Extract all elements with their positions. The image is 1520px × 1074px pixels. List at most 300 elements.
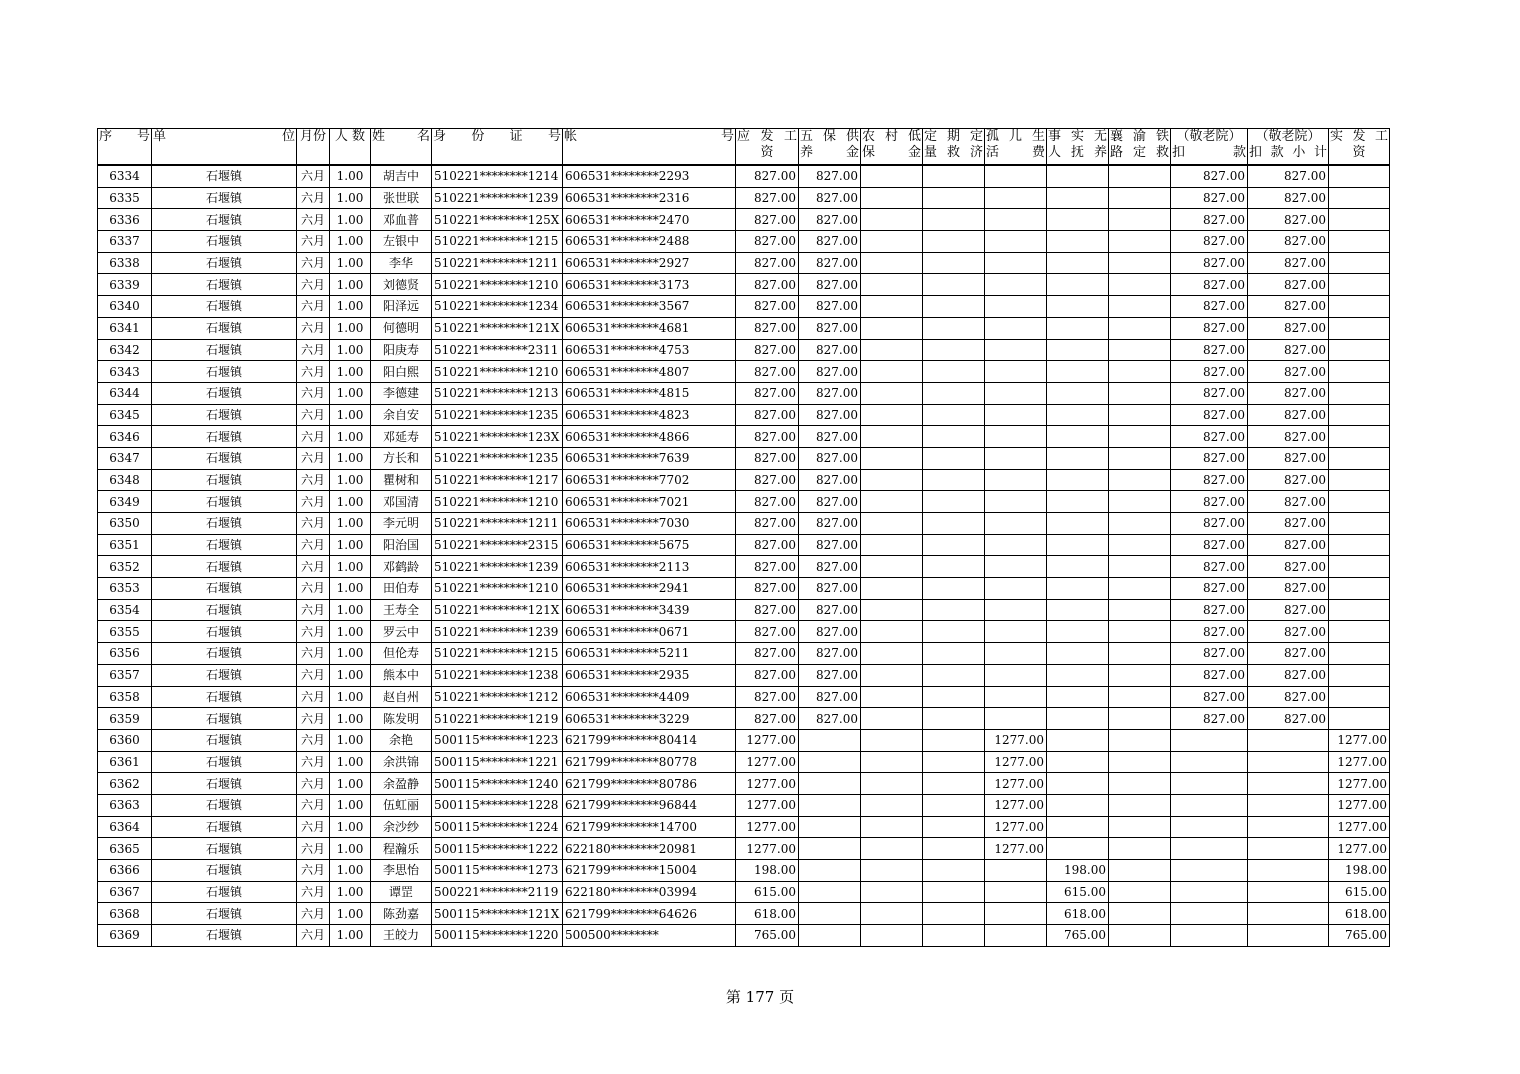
cell-unit: 石堰镇 [152,209,297,231]
cell-deduct-sub [1248,860,1329,882]
cell-id: 510221********1235 [432,404,563,426]
cell-orphan: 1277.00 [985,773,1047,795]
cell-railway [1109,382,1171,404]
cell-fixed [923,165,985,187]
cell-wubao: 827.00 [799,382,861,404]
cell-orphan [985,599,1047,621]
cell-deduct-sub: 827.00 [1248,491,1329,513]
cell-deduct: 827.00 [1171,664,1248,686]
table-body [98,165,1390,946]
cell-name: 邓延寿 [371,426,432,448]
cell-wubao [799,729,861,751]
cell-rural [861,816,923,838]
cell-people: 1.00 [330,599,371,621]
cell-id: 500115********1224 [432,816,563,838]
cell-name: 伍虹丽 [371,794,432,816]
cell-payable: 1277.00 [736,838,799,860]
cell-month: 六月 [297,664,330,686]
cell-rural [861,729,923,751]
cell-payable: 827.00 [736,708,799,730]
cell-people: 1.00 [330,751,371,773]
cell-railway [1109,426,1171,448]
cell-month: 六月 [297,339,330,361]
cell-id: 510221********1210 [432,361,563,383]
cell-name: 邓鹤龄 [371,556,432,578]
cell-wubao: 827.00 [799,252,861,274]
cell-actual [1329,382,1390,404]
cell-railway [1109,816,1171,838]
cell-account: 606531********5211 [563,643,736,665]
cell-name: 左银中 [371,231,432,253]
cell-rural [861,361,923,383]
cell-id: 510221********1217 [432,469,563,491]
payroll-table [97,128,1390,947]
header-row [98,129,1390,166]
cell-rural [861,773,923,795]
cell-fixed [923,274,985,296]
cell-payable: 827.00 [736,686,799,708]
cell-defacto: 615.00 [1047,881,1109,903]
cell-seq: 6338 [98,252,152,274]
cell-fixed [923,621,985,643]
cell-people: 1.00 [330,729,371,751]
cell-seq: 6352 [98,556,152,578]
table-row [98,513,1390,535]
cell-defacto [1047,404,1109,426]
cell-actual [1329,643,1390,665]
cell-people: 1.00 [330,794,371,816]
table-row [98,881,1390,903]
cell-id: 510221********1235 [432,447,563,469]
cell-railway [1109,794,1171,816]
cell-wubao [799,816,861,838]
cell-people: 1.00 [330,860,371,882]
cell-month: 六月 [297,686,330,708]
cell-deduct: 827.00 [1171,296,1248,318]
cell-actual [1329,491,1390,513]
table-row [98,339,1390,361]
cell-payable: 827.00 [736,469,799,491]
header-deduct: （敬老院） 扣 款 [1171,129,1248,166]
cell-defacto: 765.00 [1047,925,1109,947]
table-row [98,469,1390,491]
header-rural: 农 村 低 保 金 [861,129,923,166]
cell-seq: 6340 [98,296,152,318]
table-row [98,729,1390,751]
cell-unit: 石堰镇 [152,729,297,751]
cell-account: 606531********4823 [563,404,736,426]
cell-people: 1.00 [330,903,371,925]
cell-people: 1.00 [330,231,371,253]
cell-actual: 1277.00 [1329,751,1390,773]
cell-wubao: 827.00 [799,231,861,253]
cell-account: 606531********2470 [563,209,736,231]
cell-id: 510221********1239 [432,187,563,209]
cell-fixed [923,729,985,751]
cell-deduct-sub [1248,773,1329,795]
cell-month: 六月 [297,729,330,751]
cell-orphan: 1277.00 [985,751,1047,773]
cell-deduct: 827.00 [1171,209,1248,231]
cell-month: 六月 [297,751,330,773]
cell-rural [861,621,923,643]
table-row [98,903,1390,925]
cell-deduct-sub: 827.00 [1248,382,1329,404]
cell-account: 606531********7702 [563,469,736,491]
cell-rural [861,296,923,318]
cell-seq: 6364 [98,816,152,838]
header-name: 姓 名 [371,129,432,166]
cell-orphan: 1277.00 [985,729,1047,751]
cell-wubao: 827.00 [799,404,861,426]
cell-payable: 827.00 [736,599,799,621]
cell-defacto [1047,296,1109,318]
cell-seq: 6347 [98,447,152,469]
cell-payable: 827.00 [736,513,799,535]
cell-orphan [985,469,1047,491]
cell-fixed [923,881,985,903]
cell-orphan [985,556,1047,578]
cell-seq: 6345 [98,404,152,426]
cell-deduct: 827.00 [1171,578,1248,600]
cell-month: 六月 [297,794,330,816]
cell-seq: 6350 [98,513,152,535]
cell-people: 1.00 [330,925,371,947]
cell-fixed [923,794,985,816]
cell-account: 606531********2935 [563,664,736,686]
cell-deduct-sub [1248,794,1329,816]
header-payable: 应 发 工 资 [736,129,799,166]
cell-account: 500500******** [563,925,736,947]
cell-payable: 765.00 [736,925,799,947]
cell-id: 510221********123X [432,426,563,448]
cell-defacto [1047,556,1109,578]
cell-name: 李德建 [371,382,432,404]
cell-orphan [985,252,1047,274]
cell-fixed [923,578,985,600]
cell-fixed [923,339,985,361]
table-row [98,447,1390,469]
cell-fixed [923,209,985,231]
cell-orphan [985,708,1047,730]
cell-seq: 6358 [98,686,152,708]
header-actual: 实 发 工 资 [1329,129,1390,166]
cell-orphan [985,296,1047,318]
cell-defacto [1047,599,1109,621]
cell-name: 李华 [371,252,432,274]
cell-defacto [1047,209,1109,231]
cell-rural [861,491,923,513]
cell-wubao: 827.00 [799,361,861,383]
table-row [98,274,1390,296]
cell-id: 500221********2119 [432,881,563,903]
cell-wubao [799,794,861,816]
cell-railway [1109,404,1171,426]
cell-rural [861,881,923,903]
cell-deduct: 827.00 [1171,317,1248,339]
cell-id: 510221********1215 [432,643,563,665]
cell-orphan [985,860,1047,882]
cell-wubao [799,860,861,882]
cell-month: 六月 [297,404,330,426]
cell-fixed [923,469,985,491]
cell-rural [861,664,923,686]
cell-rural [861,187,923,209]
cell-orphan [985,686,1047,708]
cell-id: 500115********121X [432,903,563,925]
cell-wubao: 827.00 [799,534,861,556]
table-row [98,231,1390,253]
cell-unit: 石堰镇 [152,317,297,339]
cell-wubao: 827.00 [799,621,861,643]
cell-name: 何德明 [371,317,432,339]
table-row [98,621,1390,643]
cell-rural [861,382,923,404]
cell-rural [861,404,923,426]
cell-people: 1.00 [330,447,371,469]
cell-deduct: 827.00 [1171,426,1248,448]
cell-people: 1.00 [330,274,371,296]
cell-seq: 6349 [98,491,152,513]
cell-seq: 6353 [98,578,152,600]
cell-account: 621799********80778 [563,751,736,773]
cell-actual [1329,686,1390,708]
cell-id: 510221********1211 [432,513,563,535]
cell-orphan [985,643,1047,665]
cell-month: 六月 [297,773,330,795]
cell-seq: 6362 [98,773,152,795]
cell-actual [1329,469,1390,491]
cell-month: 六月 [297,317,330,339]
cell-seq: 6343 [98,361,152,383]
cell-fixed [923,773,985,795]
cell-account: 606531********0671 [563,621,736,643]
cell-deduct: 827.00 [1171,339,1248,361]
cell-deduct [1171,903,1248,925]
cell-unit: 石堰镇 [152,339,297,361]
cell-orphan [985,925,1047,947]
cell-account: 606531********2927 [563,252,736,274]
cell-payable: 827.00 [736,404,799,426]
cell-rural [861,534,923,556]
cell-fixed [923,187,985,209]
cell-defacto [1047,751,1109,773]
cell-month: 六月 [297,556,330,578]
cell-month: 六月 [297,708,330,730]
cell-people: 1.00 [330,664,371,686]
cell-name: 但伦寿 [371,643,432,665]
cell-people: 1.00 [330,361,371,383]
cell-orphan [985,165,1047,187]
cell-wubao [799,838,861,860]
cell-orphan [985,317,1047,339]
cell-deduct-sub [1248,881,1329,903]
cell-unit: 石堰镇 [152,382,297,404]
cell-defacto [1047,729,1109,751]
cell-rural [861,513,923,535]
cell-actual [1329,708,1390,730]
cell-defacto [1047,382,1109,404]
cell-fixed [923,361,985,383]
cell-payable: 827.00 [736,274,799,296]
cell-fixed [923,231,985,253]
cell-account: 606531********4409 [563,686,736,708]
cell-deduct [1171,838,1248,860]
cell-orphan [985,881,1047,903]
cell-rural [861,599,923,621]
cell-actual [1329,426,1390,448]
cell-payable: 827.00 [736,187,799,209]
cell-payable: 827.00 [736,361,799,383]
cell-rural [861,838,923,860]
cell-id: 500115********1240 [432,773,563,795]
header-month: 月份 [297,129,330,166]
cell-fixed [923,599,985,621]
cell-unit: 石堰镇 [152,816,297,838]
cell-people: 1.00 [330,816,371,838]
cell-fixed [923,860,985,882]
cell-wubao [799,925,861,947]
cell-wubao: 827.00 [799,296,861,318]
cell-actual: 1277.00 [1329,794,1390,816]
cell-id: 510221********1219 [432,708,563,730]
cell-seq: 6337 [98,231,152,253]
cell-seq: 6351 [98,534,152,556]
cell-wubao: 827.00 [799,317,861,339]
cell-seq: 6360 [98,729,152,751]
cell-people: 1.00 [330,556,371,578]
cell-fixed [923,556,985,578]
cell-unit: 石堰镇 [152,556,297,578]
cell-deduct-sub: 827.00 [1248,274,1329,296]
table-row [98,708,1390,730]
cell-id: 510221********1211 [432,252,563,274]
cell-month: 六月 [297,382,330,404]
cell-month: 六月 [297,231,330,253]
cell-id: 500115********1221 [432,751,563,773]
cell-seq: 6342 [98,339,152,361]
cell-actual [1329,317,1390,339]
cell-deduct: 827.00 [1171,513,1248,535]
table-row [98,382,1390,404]
cell-actual [1329,274,1390,296]
cell-railway [1109,274,1171,296]
cell-seq: 6361 [98,751,152,773]
cell-seq: 6366 [98,860,152,882]
cell-railway [1109,903,1171,925]
cell-defacto [1047,621,1109,643]
cell-deduct: 827.00 [1171,643,1248,665]
cell-id: 510221********1210 [432,274,563,296]
cell-deduct-sub: 827.00 [1248,599,1329,621]
cell-month: 六月 [297,599,330,621]
cell-deduct-sub: 827.00 [1248,231,1329,253]
cell-id: 510221********1210 [432,491,563,513]
cell-defacto [1047,339,1109,361]
cell-railway [1109,165,1171,187]
cell-seq: 6368 [98,903,152,925]
cell-orphan [985,491,1047,513]
cell-payable: 615.00 [736,881,799,903]
cell-people: 1.00 [330,252,371,274]
cell-id: 500115********1222 [432,838,563,860]
cell-orphan [985,339,1047,361]
cell-seq: 6359 [98,708,152,730]
cell-account: 621799********80414 [563,729,736,751]
cell-deduct [1171,925,1248,947]
cell-deduct [1171,729,1248,751]
cell-people: 1.00 [330,491,371,513]
cell-deduct: 827.00 [1171,187,1248,209]
cell-actual [1329,534,1390,556]
cell-orphan: 1277.00 [985,794,1047,816]
cell-unit: 石堰镇 [152,860,297,882]
cell-railway [1109,773,1171,795]
cell-people: 1.00 [330,317,371,339]
cell-unit: 石堰镇 [152,513,297,535]
cell-defacto: 618.00 [1047,903,1109,925]
cell-people: 1.00 [330,708,371,730]
cell-name: 阳庚寿 [371,339,432,361]
cell-account: 622180********03994 [563,881,736,903]
cell-name: 李思怡 [371,860,432,882]
cell-deduct: 827.00 [1171,361,1248,383]
cell-actual: 1277.00 [1329,729,1390,751]
cell-deduct-sub [1248,925,1329,947]
cell-unit: 石堰镇 [152,274,297,296]
cell-payable: 1277.00 [736,816,799,838]
cell-railway [1109,556,1171,578]
cell-account: 606531********3439 [563,599,736,621]
table-row [98,751,1390,773]
cell-people: 1.00 [330,339,371,361]
cell-account: 606531********4753 [563,339,736,361]
cell-month: 六月 [297,881,330,903]
cell-defacto [1047,664,1109,686]
cell-unit: 石堰镇 [152,426,297,448]
cell-unit: 石堰镇 [152,447,297,469]
cell-deduct-sub: 827.00 [1248,209,1329,231]
cell-month: 六月 [297,534,330,556]
cell-railway [1109,686,1171,708]
cell-defacto [1047,165,1109,187]
cell-payable: 827.00 [736,252,799,274]
cell-payable: 827.00 [736,231,799,253]
cell-deduct: 827.00 [1171,599,1248,621]
cell-fixed [923,491,985,513]
cell-deduct [1171,773,1248,795]
cell-wubao: 827.00 [799,426,861,448]
cell-deduct: 827.00 [1171,686,1248,708]
cell-railway [1109,339,1171,361]
table-row [98,209,1390,231]
cell-account: 621799********14700 [563,816,736,838]
cell-deduct-sub: 827.00 [1248,165,1329,187]
table-row [98,816,1390,838]
cell-id: 510221********1239 [432,556,563,578]
cell-people: 1.00 [330,621,371,643]
cell-actual: 1277.00 [1329,816,1390,838]
cell-id: 510221********2311 [432,339,563,361]
cell-id: 510221********1239 [432,621,563,643]
cell-month: 六月 [297,426,330,448]
header-railway: 襄 渝 铁 路 定 救 [1109,129,1171,166]
cell-rural [861,231,923,253]
table-row [98,599,1390,621]
cell-month: 六月 [297,860,330,882]
cell-deduct-sub: 827.00 [1248,339,1329,361]
cell-defacto [1047,361,1109,383]
